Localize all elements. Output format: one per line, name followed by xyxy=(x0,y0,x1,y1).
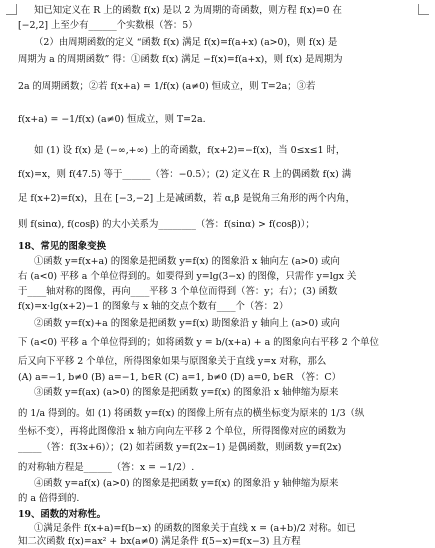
text-line: 周期为 a 的周期函数” 得：①函数 f(x) 满足 −f(x)=f(a+x)，则 f(x) 是周期为 xyxy=(18,54,343,65)
text-line: _____（答：f(3x+6)）；(2) 如若函数 y=f(2x−1) 是偶函数，则函数 y=f(2x) xyxy=(18,442,342,453)
section-heading: 19、函数的对称性。 xyxy=(18,509,107,520)
text-line: 知已知定义在 R 上的函数 f(x) 是以 2 为周期的奇函数，则方程 f(x)=0 在 xyxy=(34,5,342,16)
text-line: 的 1/a 得到的。如 (1) 将函数 y=f(x) 的图像上所有点的横坐标变为原来的 1/3（纵 xyxy=(18,408,365,419)
text-line: ④函数 y=af(x) (a>0) 的图象是把函数 y=f(x) 的图象沿 y 轴伸缩为原来 xyxy=(34,478,339,489)
text-line: ①函数 y=f(x+a) 的图象是把函数 y=f(x) 的图象沿 x 轴向左 (a>0) 或向 xyxy=(34,256,340,267)
text-line: ①满足条件 f(x+a)=f(b−x) 的函数的图象关于直线 x = (a+b)/2 对称。如已 xyxy=(34,523,356,534)
text-line: 2a 的周期函数；②若 f(x+a) = 1/f(x) (a≠0) 恒成立，则 T=2a；③若 xyxy=(18,81,316,92)
text-line: （2）由周期函数的定义 “函数 f(x) 满足 f(x)=f(a+x) (a>0)，则 f(x) 是 xyxy=(34,37,338,48)
text-line: (A) a=−1, b≠0 (B) a=−1, b∈R (C) a=1, b≠0 (D) a=0, b∈R （答：C） xyxy=(18,372,341,383)
text-line: ②函数 y=f(x)+a 的图象是把函数 y=f(x) 助图象沿 y 轴向上 (a>0) 或向 xyxy=(34,318,340,329)
text-line: f(x)=x·lg(x+2)−1 的图象与 x 轴的交点个数有____个（答：2） xyxy=(18,301,289,312)
text-line: [−2,2] 上至少有______个实数根（答：5） xyxy=(18,20,198,31)
text-line: f(x+a) = −1/f(x) (a≠0) 恒成立，则 T=2a. xyxy=(18,114,206,125)
text-line: 于____轴对称的图像，再向____平移 3 个单位而得到（答：y；右）；(3) 函数 xyxy=(18,286,338,297)
text-line: 如 (1) 设 f(x) 是 (−∞,+∞) 上的奇函数，f(x+2)=−f(x)，当 0≤x≤1 时， xyxy=(34,145,346,156)
text-line: f(x)=x，则 f(47.5) 等于______（答：−0.5）；(2) 定义在 R 上的偶函数 f(x) 满 xyxy=(18,169,352,180)
section-heading: 18、常见的图象变换 xyxy=(18,241,107,252)
text-line: 右 (a<0) 平移 a 个单位得到的。如要得到 y=lg(3−x) 的图像，只需作 y=lgx 关 xyxy=(18,271,357,282)
text-line: 则 f(sinα), f(cosβ) 的大小关系为________（答：f(sinα) > f(cosβ)）； xyxy=(18,219,315,230)
text-line: 的对称轴方程是______（答：x = −1/2）. xyxy=(18,462,195,473)
text-line: 知二次函数 f(x)=ax² + bx(a≠0) 满足条件 f(5−x)=f(x−3) 且方程 xyxy=(18,536,301,547)
text-line: ③函数 y=f(ax) (a>0) 的图象是把函数 y=f(x) 的图象沿 x 轴伸缩为原来 xyxy=(34,387,339,398)
text-line: 下 (a<0) 平移 a 个单位得到的；如将函数 y = b/(x+a) + a 的图象向右平移 2 个单位 xyxy=(18,337,379,348)
text-line: 的 a 倍得到的. xyxy=(18,493,80,504)
text-line: 后又向下平移 2 个单位，所得图象如果与原图象关于直线 y=x 对称，那么 xyxy=(18,356,327,367)
text-line: 坐标不变），再将此图像沿 x 轴方向向左平移 2 个单位，所得图像对应的函数为 xyxy=(18,426,346,437)
crop-mark-top-left xyxy=(6,4,17,15)
text-line: 足 f(x+2)=f(x)，且在 [−3,−2] 上是减函数，若 α,β 是锐角三角形的两个内角， xyxy=(18,193,356,204)
